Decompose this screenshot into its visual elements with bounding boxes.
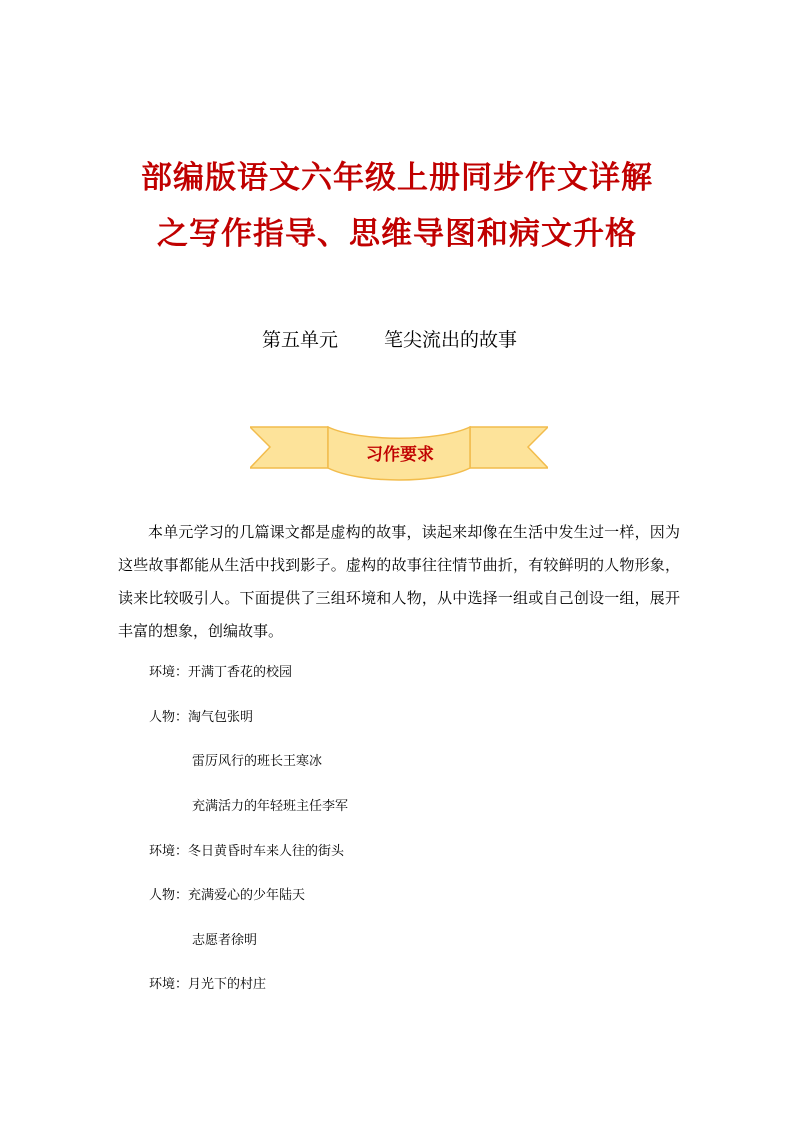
group-2-environment: 环境：冬日黄昏时车来人往的街头 bbox=[149, 844, 345, 859]
intro-paragraph: 本单元学习的几篇课文都是虚构的故事，读起来却像在生活中发生过一样，因为这些故事都能从生活中找到影子。虚构的故事往往情节曲折，有较鲜明的人物形象，读来比较吸引人。下面提供了三组环境和人物，从中选择一组或自己创设一组，展开丰富的想象，创编故事。 bbox=[118, 523, 680, 640]
group-1-character-1: 人物：淘气包张明 bbox=[149, 710, 254, 725]
group-1-character-2: 雷厉风行的班长王寒冰 bbox=[192, 754, 323, 769]
document-title-line-1: 部编版语文六年级上册同步作文详解 bbox=[141, 160, 653, 196]
unit-number: 第五单元 bbox=[262, 329, 339, 351]
group-1-character-3: 充满活力的年轻班主任李军 bbox=[192, 799, 349, 814]
ribbon-right-tail bbox=[470, 427, 548, 468]
group-2-character-1: 人物：充满爱心的少年陆天 bbox=[149, 888, 306, 903]
document-title-line-2: 之写作指导、思维导图和病文升格 bbox=[157, 216, 637, 252]
ribbon-left-tail bbox=[250, 427, 328, 468]
group-1-environment: 环境：开满丁香花的校园 bbox=[149, 665, 293, 680]
group-2-character-2: 志愿者徐明 bbox=[192, 933, 258, 948]
ribbon-label: 习作要求 bbox=[366, 445, 434, 465]
unit-name: 笔尖流出的故事 bbox=[384, 329, 518, 351]
group-3-environment: 环境：月光下的村庄 bbox=[149, 977, 267, 992]
unit-heading bbox=[262, 325, 517, 352]
